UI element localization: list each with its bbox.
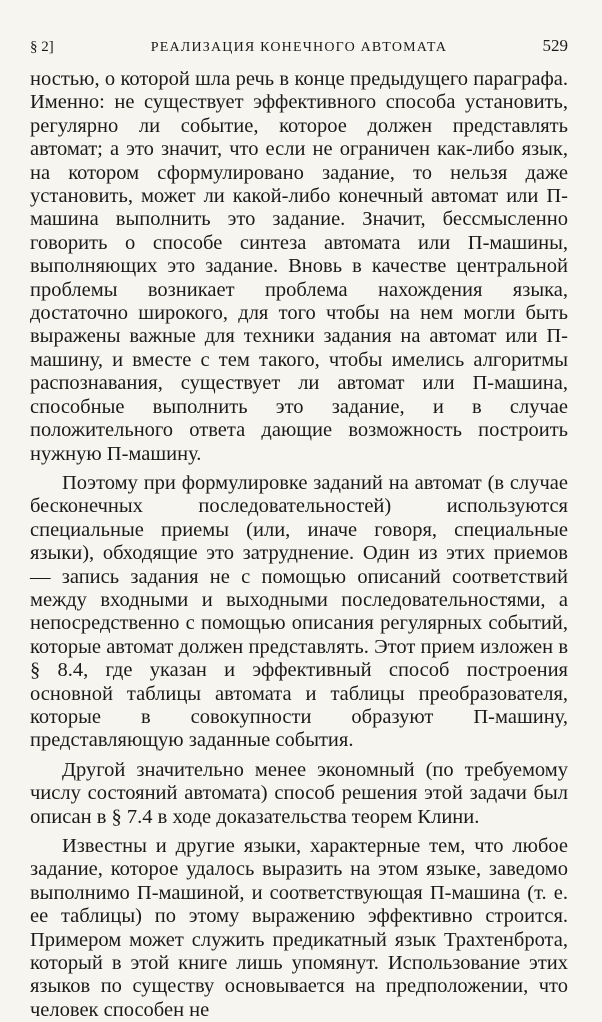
paragraph-continued: ностью, о которой шла речь в конце предыдущего параграфа. Именно: не существует эффективного способа установить, регулярно ли событие, которое должен представлять автомат; а это значит, что если не ограничен как-либо язык, на котором сформулировано задание, то нельзя даже установить, может ли какой-либо конечный автомат или П-машина выполнить это задание. Значит, бессмысленно говорить о способе синтеза автомата или П-машины, выполняющих это задание. Вновь в качестве центральной проблемы возникает проблема нахождения языка, достаточно широкого, для того чтобы на нем могли быть выражены важные для техники задания на автомат или П-машину, и вместе с тем такого, чтобы имелись алгоритмы распознавания, существует ли автомат или П-машина, способные выполнить это задание, и в случае положительного ответа дающие возможность построить нужную П-машину. xyxy=(30,68,568,465)
section-marker: § 2] xyxy=(30,39,54,55)
paragraph: Другой значительно менее экономный (по требуемому числу состояний автомата) способ решения этой задачи был описан в § 7.4 в ходе доказательства теорем Клини. xyxy=(30,758,568,828)
body-text xyxy=(30,68,568,1022)
page-number: 529 xyxy=(542,36,568,55)
paragraph: Известны и другие языки, характерные тем, что любое задание, которое удалось выразить на этом языке, заведомо выполнимо П-машиной, и соответствующая П-машина (т. е. ее таблицы) по этому выражению эффективно строится. Примером может служить предикатный язык Трахтенброта, который в этой книге лишь упомянут. Использование этих языков по существу основывается на предположении, что человек способен не xyxy=(30,835,568,1021)
running-header xyxy=(30,36,568,56)
paragraph: Поэтому при формулировке заданий на автомат (в случае бесконечных последовательностей) используются специальные приемы (или, иначе говоря, специальные языки), обходящие это затруднение. Один из этих приемов — запись задания не с помощью описаний соответствий между входными и выходными последовательностями, а непосредственно с помощью описания регулярных событий, которые автомат должен представлять. Этот прием изложен в § 8.4, где указан и эффективный способ построения основной таблицы автомата и таблицы преобразователя, которые в совокупности образуют П-машину, представляющую заданные события. xyxy=(30,471,568,752)
running-title: РЕАЛИЗАЦИЯ КОНЕЧНОГО АВТОМАТА xyxy=(150,40,448,55)
